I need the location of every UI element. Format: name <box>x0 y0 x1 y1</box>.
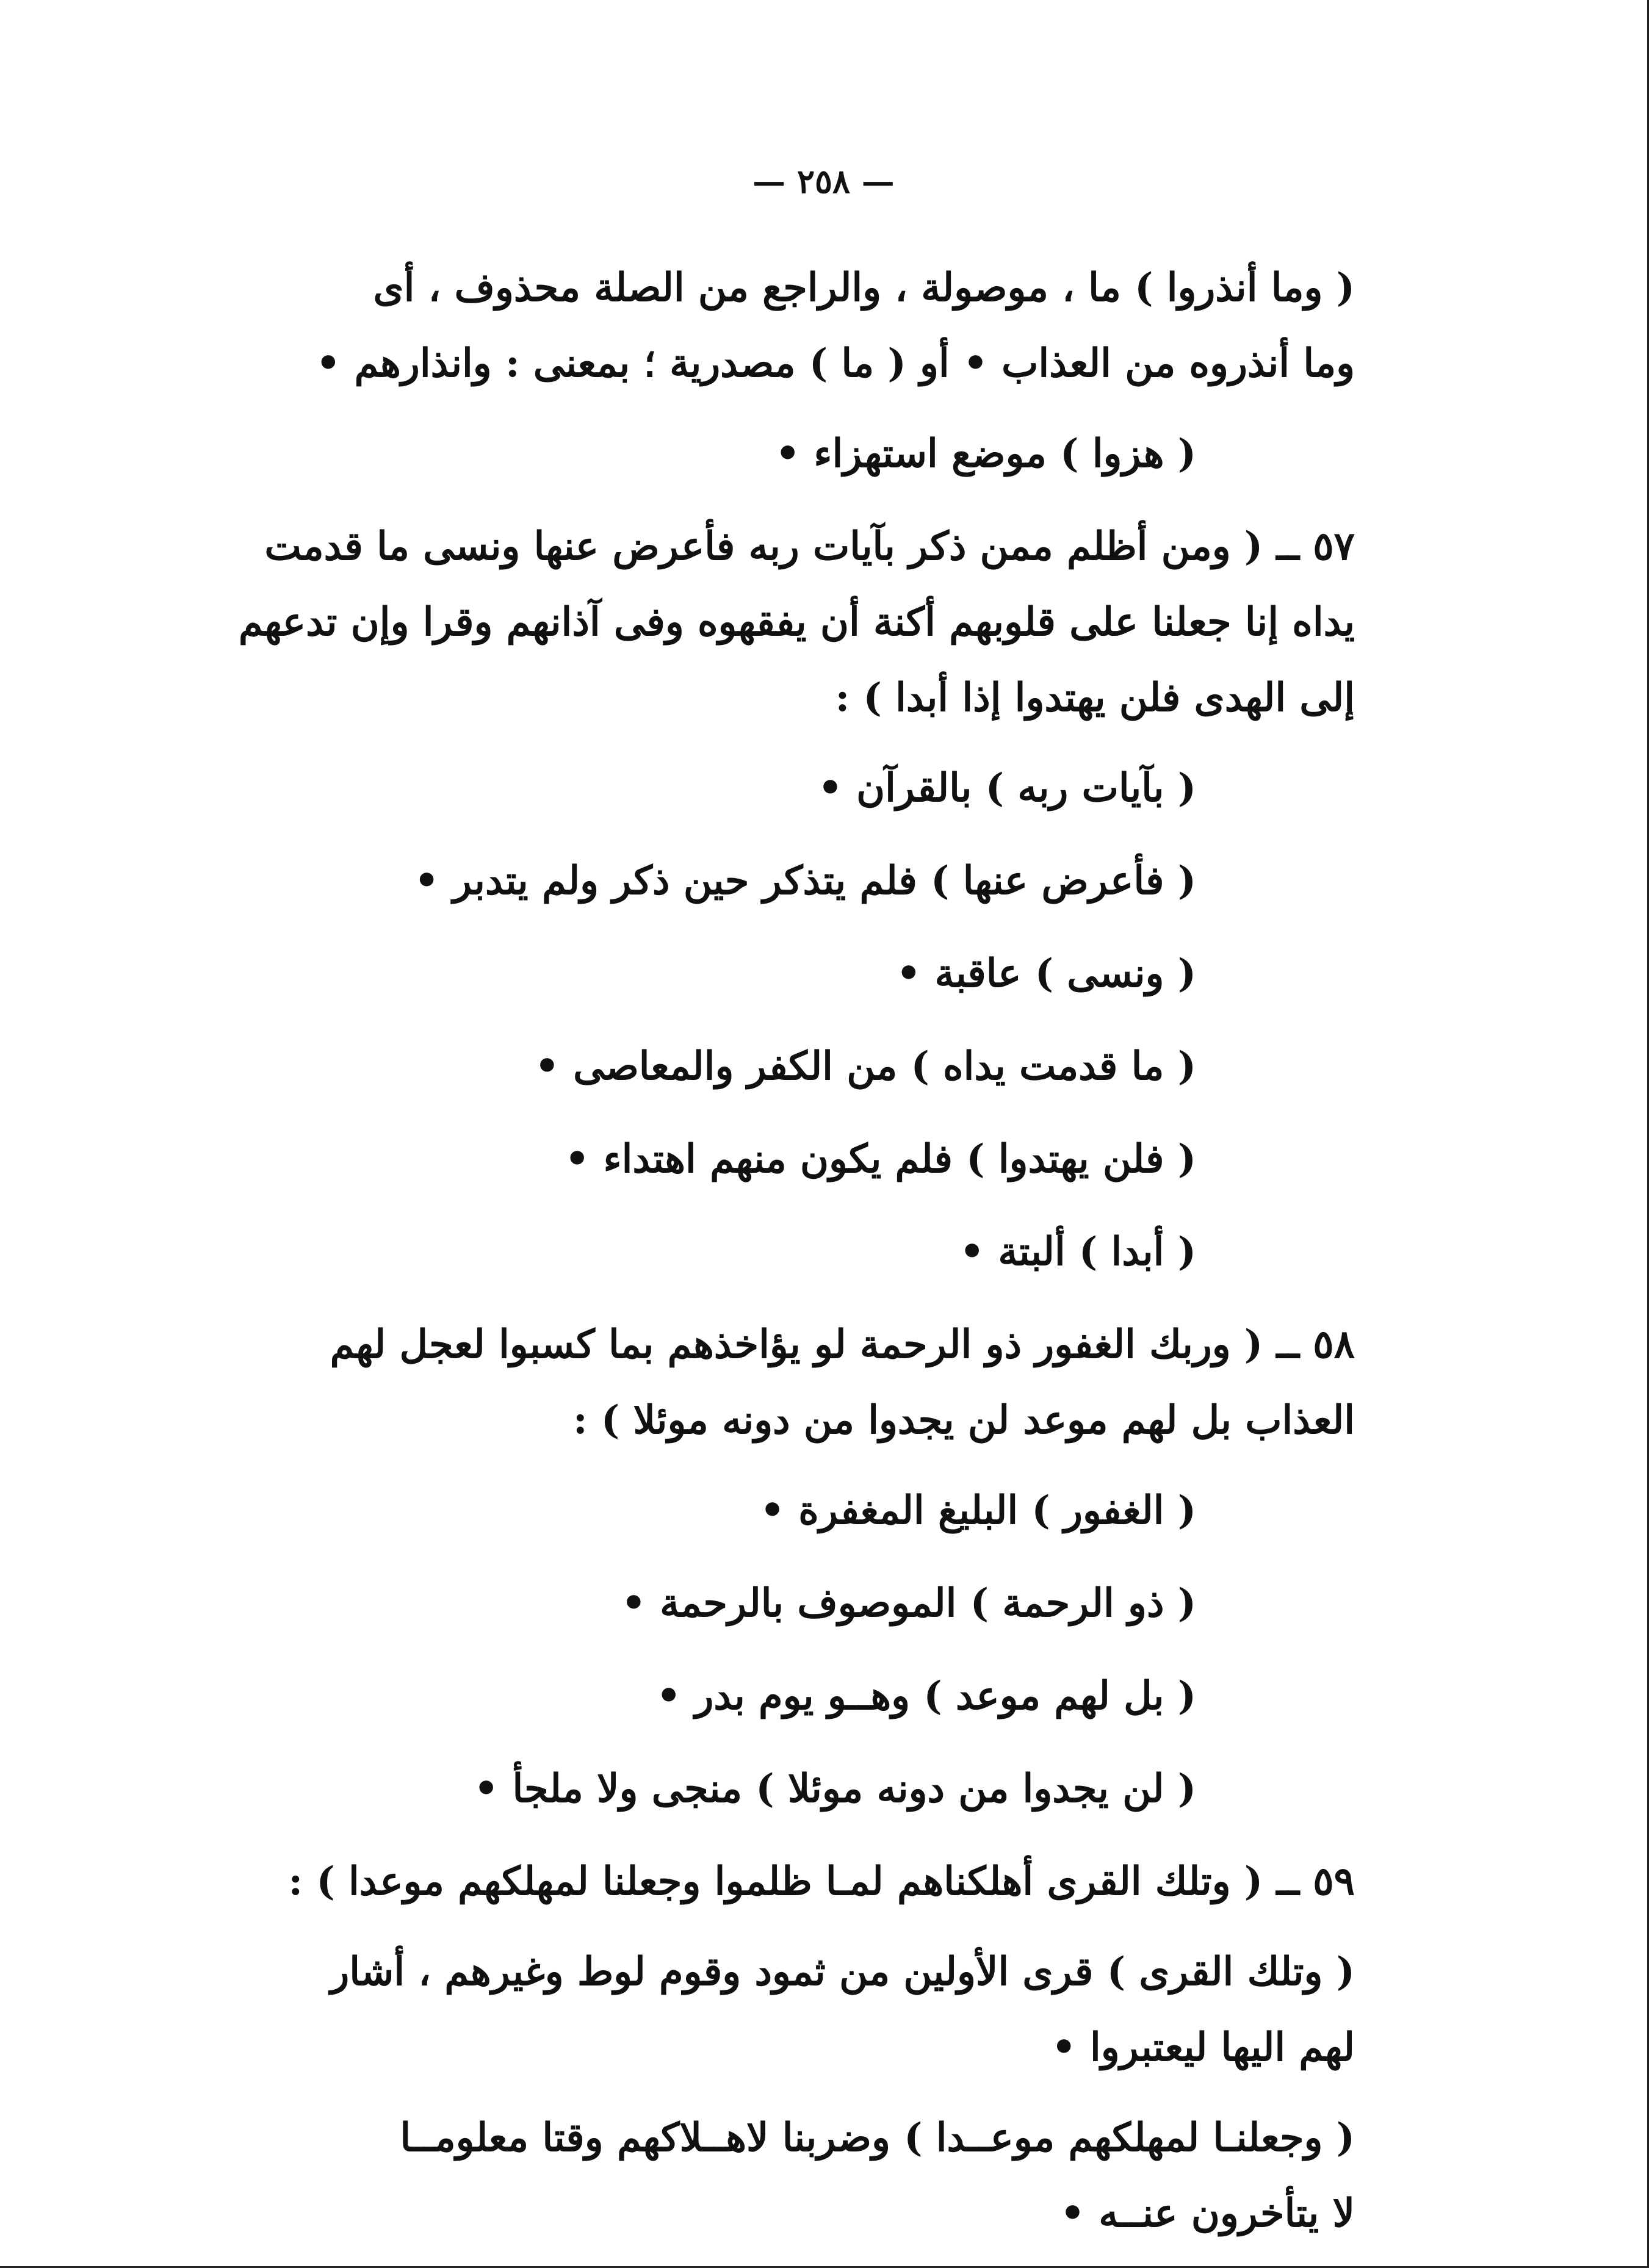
gloss-line <box>159 416 1355 492</box>
text-line: ( ونسى ) عاقبة • <box>896 951 1196 996</box>
page-body <box>159 250 1355 2266</box>
text-line: ( فلن يهتدوا ) فلم يكون منهم اهتداء • <box>565 1136 1196 1182</box>
text-line: العذاب بل لهم موعد لن يجدوا من دونه موئلا ) : <box>573 1397 1355 1443</box>
gloss-line <box>159 1473 1355 1549</box>
text-line: ( فأعرض عنها ) فلم يتذكر حين ذكر ولم يتدبر • <box>414 858 1196 904</box>
text-line: ( هزوا ) موضع استهزاء • <box>775 431 1196 477</box>
gloss-line <box>159 1566 1355 1641</box>
text-line: لهم اليها ليعتبروا • <box>1051 2025 1355 2070</box>
text-line: ٥٧ ــ ( ومن أظلم ممن ذكر بآيات ربه فأعرض عنها ونسى ما قدمت <box>264 524 1355 569</box>
gloss-line <box>159 1121 1355 1197</box>
paragraph <box>159 2100 1355 2252</box>
verse-paragraph <box>159 1307 1355 1458</box>
gloss-line <box>159 843 1355 919</box>
paragraph <box>159 250 1355 401</box>
verse-paragraph <box>159 509 1355 736</box>
gloss-line <box>159 1751 1355 1827</box>
text-line: ( الغفور ) البليغ المغفرة • <box>760 1488 1196 1533</box>
text-line: ( وجعلنـا لمهلكهم موعــدا ) وضربنا لاهــلاكهم وقتا معلومــا <box>400 2115 1355 2161</box>
text-line: وما أنذروه من العذاب • أو ( ما ) مصدرية ؛ بمعنى : وانذارهم • <box>316 340 1355 386</box>
text-line: ( بل لهم موعد ) وهــو يوم بدر • <box>656 1673 1196 1719</box>
text-line: إلى الهدى فلن يهتدوا إذا أبدا ) : <box>835 675 1355 721</box>
text-line: ( أبدا ) ألبتة • <box>959 1229 1196 1275</box>
text-line: ٥٨ ــ ( وربك الغفور ذو الرحمة لو يؤاخذهم بما كسبوا لعجل لهم <box>330 1322 1355 1367</box>
gloss-line <box>159 1029 1355 1104</box>
text-line: يداه إنا جعلنا على قلوبهم أكنة أن يفقهوه وفى آذانهم وقرا وإن تدعهم <box>238 599 1355 645</box>
gloss-line <box>159 751 1355 826</box>
verse-paragraph <box>159 1844 1355 1920</box>
gloss-line <box>159 936 1355 1012</box>
text-line: ( وتلك القرى ) قرى الأولين من ثمود وقوم لوط وغيرهم ، أشار <box>330 1949 1355 1995</box>
text-line: ( وما أنذروا ) ما ، موصولة ، والراجع من الصلة محذوف ، أى <box>373 265 1355 311</box>
page-number: — ٢٥٨ — <box>752 162 895 201</box>
text-line: ( ما قدمت يداه ) من الكفر والمعاصى • <box>534 1043 1196 1089</box>
text-line: ( ذو الرحمة ) الموصوف بالرحمة • <box>621 1580 1196 1626</box>
paragraph <box>159 1934 1355 2086</box>
gloss-line <box>159 1658 1355 1734</box>
text-line: ( لن يجدوا من دونه موئلا ) منجى ولا ملجأ • <box>474 1766 1196 1812</box>
text-line: لا يتأخرون عنــه • <box>1060 2191 1355 2236</box>
text-line: ٥٩ ــ ( وتلك القرى أهلكناهم لمـا ظلموا وجعلنا لمهلكهم موعدا ) : <box>288 1859 1355 1904</box>
gloss-line <box>159 1214 1355 1290</box>
text-line: ( بآيات ربه ) بالقرآن • <box>817 765 1196 811</box>
